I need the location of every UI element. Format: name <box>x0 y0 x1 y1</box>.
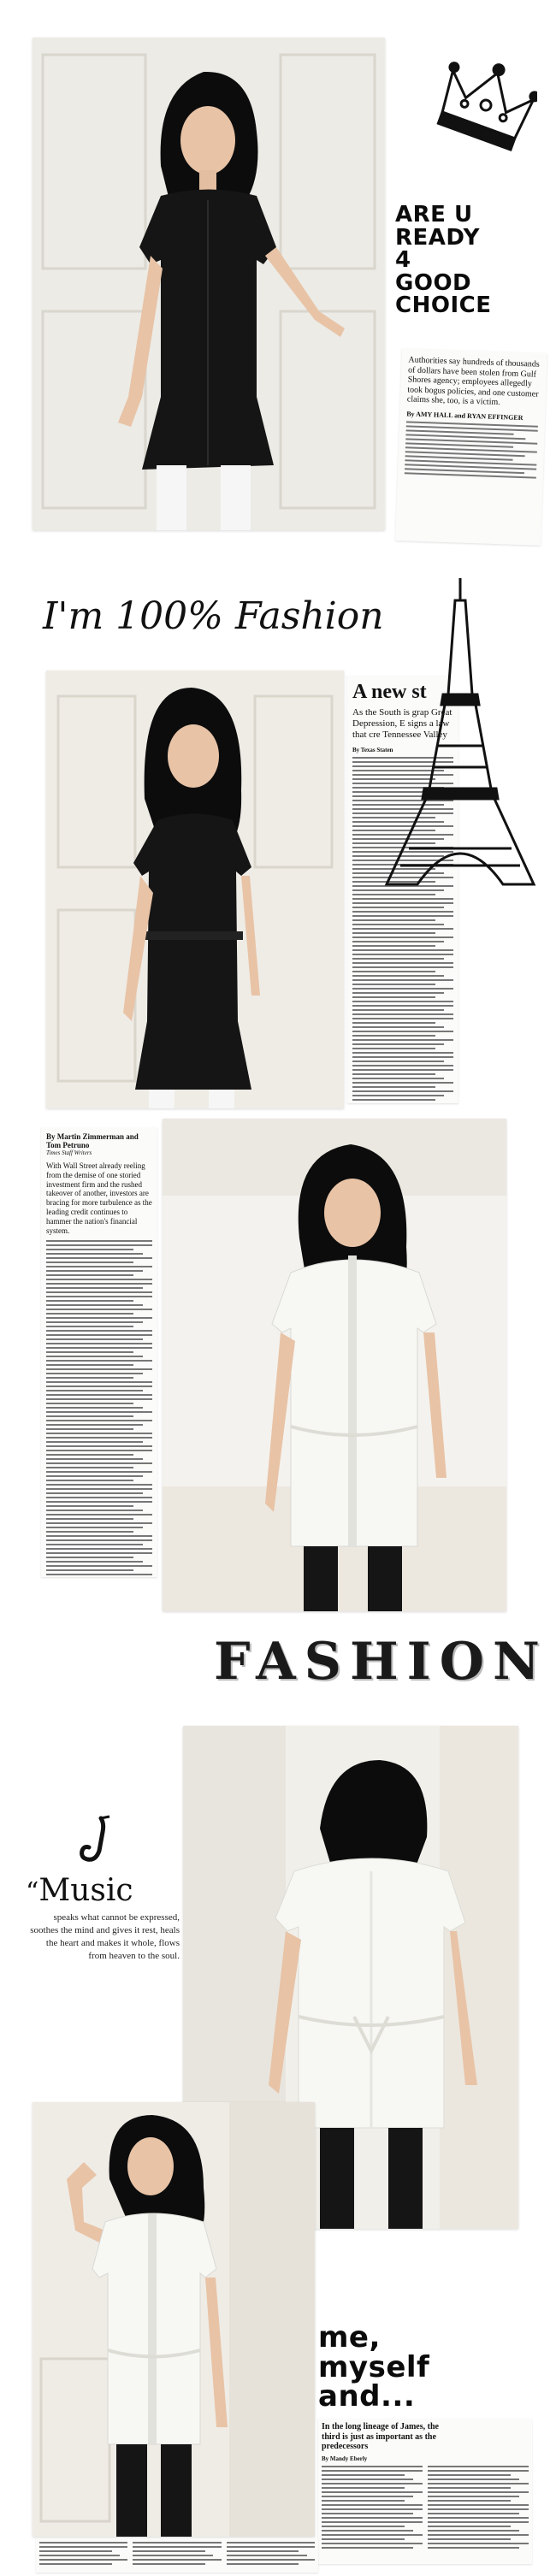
clip-bottom-columns <box>39 2542 315 2567</box>
model-photo-black-dress-belt <box>46 671 344 1108</box>
clip-byline-3: By Martin Zimmerman and Tom Petruno <box>46 1132 139 1149</box>
clip-column-2 <box>428 2466 529 2551</box>
model-photo-white-blouse-pose <box>33 2102 315 2537</box>
clip-bottom-col-2 <box>133 2542 221 2567</box>
clip-columns <box>322 2466 529 2551</box>
newspaper-clip-bottom-left <box>36 2538 318 2573</box>
music-quote-text: speaks what cannot be expressed, soothes the mind and gives it rest, heals the heart and makes it whole, flows from heaven to the soul. <box>30 1912 180 1961</box>
clip-body-lines <box>405 421 538 478</box>
clip-subhead-james: In the long lineage of James, the third is just as important as the predecessors <box>322 2422 439 2451</box>
clip-byline-2: By Texas Staten <box>352 746 393 753</box>
newspaper-clip-james <box>318 2419 532 2564</box>
crown-icon <box>435 58 537 152</box>
me-myself-and-headline: me, myself and... <box>318 2320 430 2414</box>
clip-byline: By AMY HALL and RYAN EFFINGER <box>406 409 523 422</box>
quote-mark-icon: “ <box>26 1877 39 1907</box>
clip-subhead: As the South is grap Great Depression, E signs a law that cre Tennessee Valley <box>352 707 452 741</box>
are-u-ready-headline: ARE U READY 4 GOOD CHOICE <box>395 202 492 319</box>
music-quote-block <box>26 1873 180 1962</box>
clip-lead-text: With Wall Street already reeling from the demise of one storied investment firm and the rushed takeover of another, investors are bracing for more turbulence as the leading credit continues to hammer the nation's financial system. <box>46 1161 152 1235</box>
fashion-banner-text: I'm 100% Fashion <box>43 594 384 638</box>
music-title-text: Music <box>38 1873 133 1908</box>
eiffel-tower-icon <box>383 575 537 891</box>
clip-bottom-col-1 <box>39 2542 127 2567</box>
clip-headline-a-new-start: A new st <box>352 681 427 703</box>
clip-column-1 <box>322 2466 423 2551</box>
clip-byline-sub: Times Staff Writers <box>46 1149 92 1156</box>
clip-byline-james: By Mandy Eberly <box>322 2455 368 2462</box>
model-photo-white-blouse-front <box>163 1119 506 1611</box>
music-title <box>26 1873 180 1908</box>
newspaper-clip-wall-street <box>41 1127 157 1577</box>
clip-body-lines-3 <box>46 1240 152 1577</box>
newspaper-clip-authorities <box>395 348 547 546</box>
saxophone-icon <box>75 1815 118 1866</box>
model-photo-black-dress-front <box>33 38 385 530</box>
clip-intro-text: Authorities say hundreds of thousands of dollars have been stolen from Gulf Shores agency; employees allegedly took bogus policies, and one customer claims she, too, is a victim. <box>406 355 540 408</box>
clip-bottom-col-3 <box>227 2542 315 2567</box>
fashion-ornate-word: FASHION <box>214 1632 548 1692</box>
